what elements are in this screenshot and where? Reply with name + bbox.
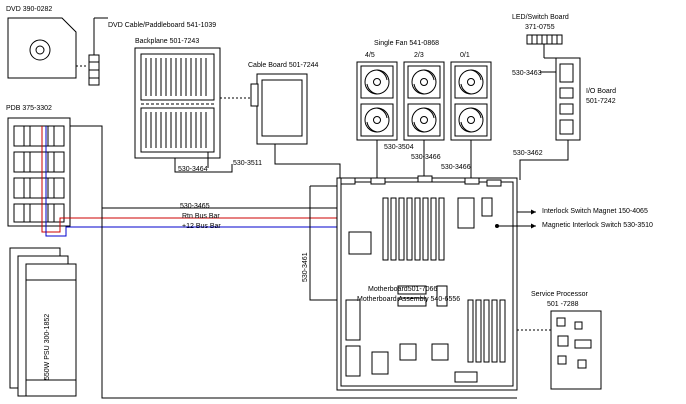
cable-530-3462: 530-3462 xyxy=(513,150,543,157)
label-rtn-bus-bar: Rtn Bus Bar xyxy=(182,213,220,220)
cable-530-3466-a: 530-3466 xyxy=(411,154,441,161)
label-pdb: PDB 375-3302 xyxy=(6,105,52,112)
cable-board xyxy=(251,74,307,144)
cable-530-3511: 530-3511 xyxy=(233,160,263,167)
service-processor xyxy=(517,311,601,389)
label-12v-bus-bar: +12 Bus Bar xyxy=(182,223,221,230)
cable-530-3464: 530-3464 xyxy=(178,166,208,173)
dvd-paddleboard xyxy=(89,18,108,85)
label-motherboard-assembly: Motherboard Assembly 540-6556 xyxy=(357,296,461,303)
psu-stack xyxy=(10,248,76,396)
cable-530-3504: 530-3504 xyxy=(384,144,414,151)
fan-module-45 xyxy=(357,62,397,140)
label-backplane: Backplane 501-7243 xyxy=(135,38,200,45)
label-motherboard: Motherboard501-7066 xyxy=(368,286,438,293)
label-io-board: I/O Board xyxy=(586,88,616,95)
pdb xyxy=(8,118,70,226)
cable-530-3461: 530-3461 xyxy=(302,252,309,282)
fan-module-23 xyxy=(404,62,444,140)
label-psu: 550W PSU 300-1852 xyxy=(44,313,51,380)
label-service-processor: Service Processor xyxy=(531,291,588,298)
label-led-switch-part: 371-0755 xyxy=(525,24,555,31)
label-dvd-part: DVD 390-0282 xyxy=(6,6,53,13)
label-single-fan: Single Fan 541-0868 xyxy=(374,40,439,47)
cable-530-3466-b: 530-3466 xyxy=(441,164,471,171)
dvd-drive xyxy=(8,18,76,78)
label-fan-23: 2/3 xyxy=(414,52,424,59)
label-interlock-magnet: Interlock Switch Magnet 150-4065 xyxy=(542,208,648,215)
label-led-switch-board: LED/Switch Board xyxy=(512,14,569,21)
label-io-board-part: 501-7242 xyxy=(586,98,616,105)
backplane xyxy=(135,48,220,158)
label-fan-45: 4/5 xyxy=(365,52,375,59)
label-magnetic-interlock-switch: Magnetic Interlock Switch 530-3510 xyxy=(542,222,653,229)
cable-530-3463: 530-3463 xyxy=(512,70,542,77)
label-dvd-cable: DVD Cable/Paddleboard 541-1039 xyxy=(108,22,217,29)
cable-530-3465: 530-3465 xyxy=(180,203,210,210)
fan-module-01 xyxy=(451,62,491,140)
motherboard xyxy=(337,176,517,390)
led-switch-board xyxy=(527,35,562,58)
label-service-processor-part: 501 -7288 xyxy=(547,301,579,308)
label-fan-01: 0/1 xyxy=(460,52,470,59)
label-cable-board: Cable Board 501-7244 xyxy=(248,62,319,69)
